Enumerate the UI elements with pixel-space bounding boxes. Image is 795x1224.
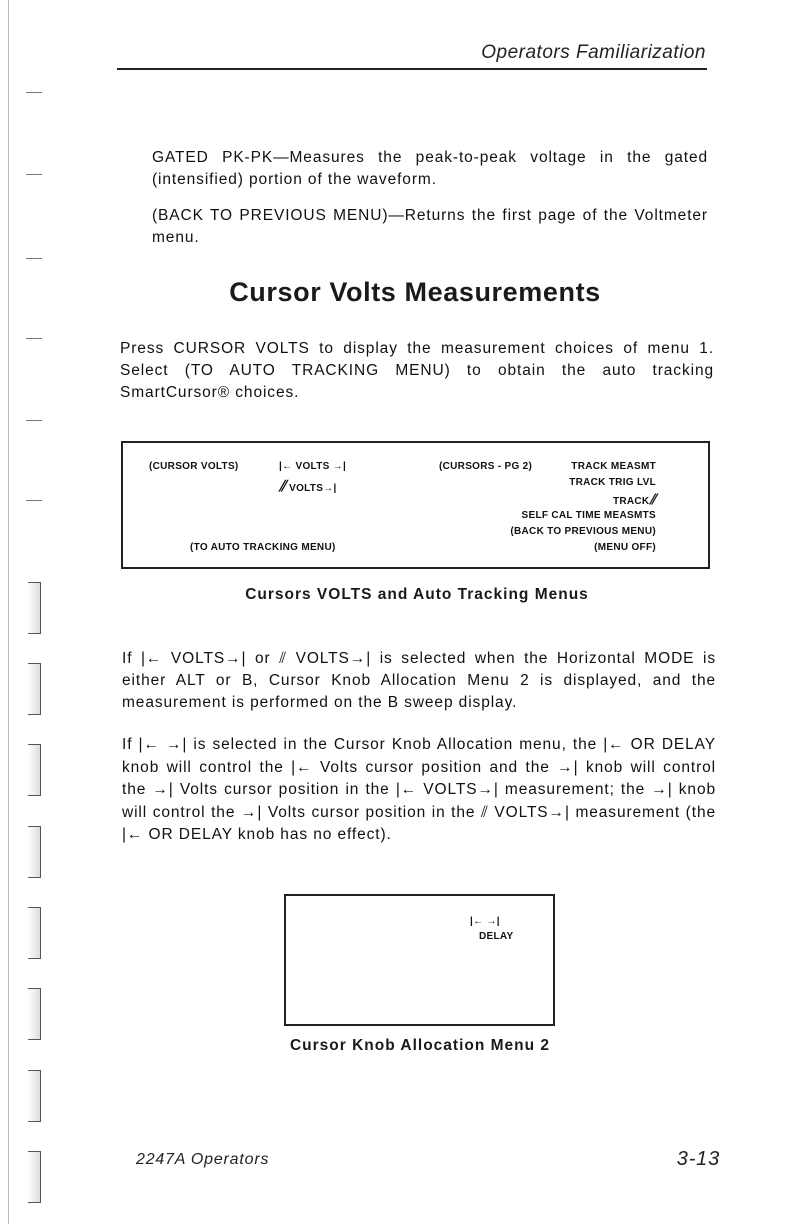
binder-edge	[0, 0, 60, 1224]
if-knob-paragraph: If |← →| is selected in the Cursor Knob Allocation menu, the |← OR DELAY knob will control the |← Volts cursor position and the →| knob will control the →| Volts cursor position in the |← VOLTS→| measurement; the →| knob will control the →| Volts cursor position in the ⫽ VOLTS→| measurement (the |← OR DELAY knob has no effect).	[122, 736, 716, 843]
menu-delta-volts-label: VOLTS→|	[289, 483, 337, 494]
section-heading: Cursor Volts Measurements	[229, 277, 601, 307]
footer-manual-title: 2247A Operators	[136, 1151, 270, 1168]
gated-pk-pk-paragraph: GATED PK-PK—Measures the peak-to-peak voltage in the gated (intensified) portion of the waveform.	[152, 149, 708, 188]
menu-back-previous: (BACK TO PREVIOUS MENU)	[510, 526, 656, 537]
cursor-volts-intro-paragraph: Press CURSOR VOLTS to display the measurement choices of menu 1. Select (TO AUTO TRACKING MENU) to obtain the auto tracking SmartCursor® choices.	[120, 340, 714, 401]
if-volts-paragraph: If |← VOLTS→| or ⫽ VOLTS→| is selected when the Horizontal MODE is either ALT or B, Cursor Knob Allocation Menu 2 is displayed, and the measurement is performed on the B sweep display.	[122, 650, 716, 711]
menu-track-measmt: TRACK MEASMT	[571, 461, 656, 472]
menu-self-cal: SELF CAL TIME MEASMTS	[521, 510, 656, 521]
menu-cursor-volts-title: (CURSOR VOLTS)	[149, 461, 239, 472]
menu-track-delta-label: TRACK	[612, 496, 650, 507]
menu-volts-item: |← VOLTS →|	[279, 461, 347, 472]
delta-symbol-icon: ⫽	[279, 477, 286, 495]
back-previous-menu-paragraph: (BACK TO PREVIOUS MENU)—Returns the first page of the Voltmeter menu.	[152, 207, 708, 246]
knob-caption: Cursor Knob Allocation Menu 2	[289, 1037, 551, 1054]
menu-off: (MENU OFF)	[594, 542, 656, 553]
header-rule	[117, 68, 707, 70]
cursor-knob-allocation-box	[284, 894, 555, 1026]
menu-track-trig-lvl: TRACK TRIG LVL	[569, 477, 656, 488]
menu-delta-volts-item	[279, 477, 337, 495]
menu-caption: Cursors VOLTS and Auto Tracking Menus	[245, 586, 589, 603]
footer-page-number: 3-13	[676, 1148, 720, 1170]
page-header-title: Operators Familiarization	[481, 42, 706, 63]
knob-delay-label: DELAY	[479, 931, 514, 942]
menu-to-auto-tracking: (TO AUTO TRACKING MENU)	[190, 542, 336, 553]
cursor-volts-menu-box	[121, 441, 710, 569]
knob-arrows: |← →|	[470, 916, 500, 927]
menu-cursors-pg2: (CURSORS - PG 2)	[439, 461, 533, 472]
delta-symbol-icon: ⫽	[649, 492, 656, 508]
menu-track-delta	[613, 492, 656, 508]
